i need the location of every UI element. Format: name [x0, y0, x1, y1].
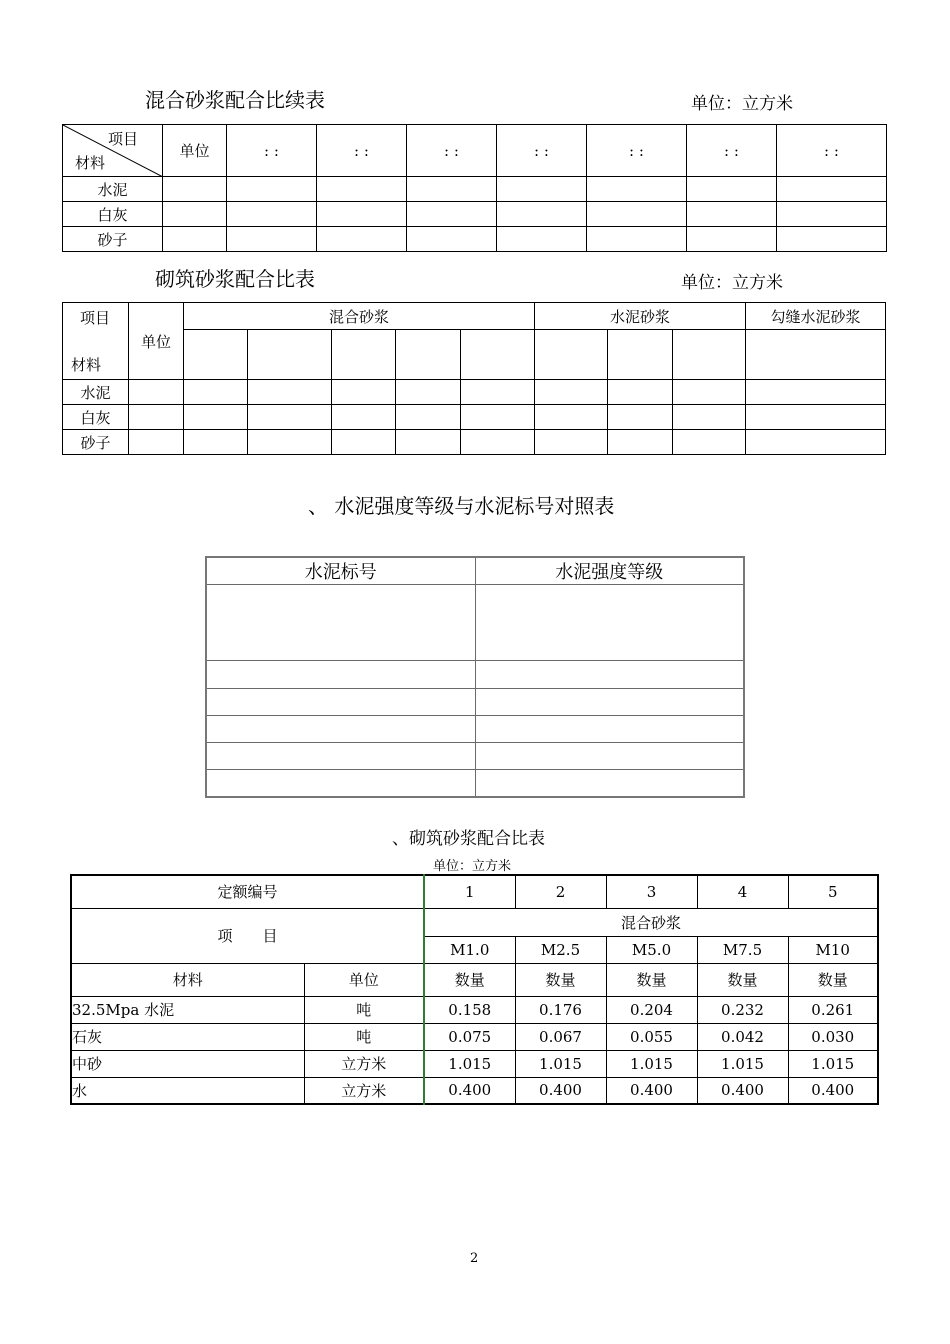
quota-number: 1: [424, 875, 515, 908]
quantity: 0.400: [424, 1077, 515, 1104]
material-unit: 立方米: [304, 1050, 424, 1077]
cement-grade-heading: 、 水泥强度等级与水泥标号对照表: [308, 494, 615, 518]
row-label: 砂子: [63, 430, 129, 455]
qty-header: 数量: [515, 963, 606, 996]
unit-header: 单位: [304, 963, 424, 996]
quantity: 0.204: [606, 996, 697, 1023]
table-row: [63, 430, 886, 455]
qty-header: 数量: [424, 963, 515, 996]
quantity: 0.261: [788, 996, 878, 1023]
table4-heading: 、砌筑砂浆配合比表: [392, 829, 545, 849]
qty-header: 数量: [606, 963, 697, 996]
material-unit: 吨: [304, 1023, 424, 1050]
table-row: [71, 1050, 878, 1077]
quantity: 0.075: [424, 1023, 515, 1050]
quota-number: 2: [515, 875, 606, 908]
material-name: 石灰: [71, 1023, 304, 1050]
quantity: 0.400: [697, 1077, 788, 1104]
quota-number-label: 定额编号: [71, 875, 424, 908]
col-cement-strength-grade: 水泥强度等级: [475, 557, 744, 585]
grade: M7.5: [697, 936, 788, 963]
ratio-col: : :: [227, 125, 317, 177]
quantity: 0.400: [515, 1077, 606, 1104]
table-row: [71, 1023, 878, 1050]
mortar-type: 混合砂浆: [424, 908, 878, 936]
table-row: [71, 1077, 878, 1104]
masonry-mortar-quota-table: [70, 874, 879, 1105]
ratio-col: : :: [497, 125, 587, 177]
diag-material-label: 材料: [75, 154, 106, 172]
quantity: 1.015: [515, 1050, 606, 1077]
material-header: 材料: [71, 963, 304, 996]
table4-unit: 单位：立方米: [433, 859, 512, 874]
table-row: [63, 227, 887, 252]
diagonal-header-cell: [63, 125, 163, 177]
material-name: 水: [71, 1077, 304, 1104]
row-label: 白灰: [63, 202, 163, 227]
material-label: 材料: [71, 356, 102, 374]
mixed-mortar-continued-table: [62, 124, 887, 252]
table-row: [63, 202, 887, 227]
material-name: 32.5Mpa 水泥: [71, 996, 304, 1023]
quantity: 0.030: [788, 1023, 878, 1050]
quantity: 1.015: [606, 1050, 697, 1077]
table-row: [63, 405, 886, 430]
grade: M10: [788, 936, 878, 963]
quantity: 1.015: [424, 1050, 515, 1077]
table-row: [63, 380, 886, 405]
grade: M2.5: [515, 936, 606, 963]
quota-number: 5: [788, 875, 878, 908]
quantity: 1.015: [788, 1050, 878, 1077]
material-unit: 吨: [304, 996, 424, 1023]
quantity: 0.232: [697, 996, 788, 1023]
qty-header: 数量: [697, 963, 788, 996]
quota-number: 3: [606, 875, 697, 908]
group-pointing-mortar: 勾缝水泥砂浆: [746, 303, 886, 330]
quantity: 0.400: [788, 1077, 878, 1104]
item-label: 项 目: [71, 908, 424, 963]
row-label: 白灰: [63, 405, 129, 430]
masonry-mortar-table: [62, 302, 886, 455]
quantity: 0.067: [515, 1023, 606, 1050]
page-number: 2: [470, 1251, 479, 1266]
unit-header: 单位: [163, 125, 227, 177]
group-cement-mortar: 水泥砂浆: [535, 303, 746, 330]
col-cement-mark: 水泥标号: [206, 557, 475, 585]
row-label: 水泥: [63, 177, 163, 202]
row-label: 砂子: [63, 227, 163, 252]
quantity: 0.400: [606, 1077, 697, 1104]
grade: M5.0: [606, 936, 697, 963]
qty-header: 数量: [788, 963, 878, 996]
table-row: [63, 177, 887, 202]
row-label: 水泥: [63, 380, 129, 405]
quantity: 0.176: [515, 996, 606, 1023]
table2-unit: 单位：立方米: [681, 273, 783, 293]
material-unit: 立方米: [304, 1077, 424, 1104]
ratio-col: : :: [777, 125, 887, 177]
quantity: 0.042: [697, 1023, 788, 1050]
cement-grade-table: [205, 556, 745, 798]
quantity: 1.015: [697, 1050, 788, 1077]
ratio-col: : :: [587, 125, 687, 177]
table-row: [71, 996, 878, 1023]
unit-header: 单位: [129, 303, 184, 380]
item-label: 项目: [80, 309, 111, 327]
quantity: 0.158: [424, 996, 515, 1023]
grade: M1.0: [424, 936, 515, 963]
material-name: 中砂: [71, 1050, 304, 1077]
quota-number: 4: [697, 875, 788, 908]
table1-unit: 单位：立方米: [691, 94, 793, 114]
quantity: 0.055: [606, 1023, 697, 1050]
ratio-col: : :: [407, 125, 497, 177]
ratio-col: : :: [317, 125, 407, 177]
item-material-cell: [63, 303, 129, 380]
table1-title: 混合砂浆配合比续表: [145, 88, 325, 112]
table2-title: 砌筑砂浆配合比表: [155, 267, 315, 291]
group-mixed-mortar: 混合砂浆: [184, 303, 535, 330]
ratio-col: : :: [687, 125, 777, 177]
diag-item-label: 项目: [107, 130, 138, 148]
